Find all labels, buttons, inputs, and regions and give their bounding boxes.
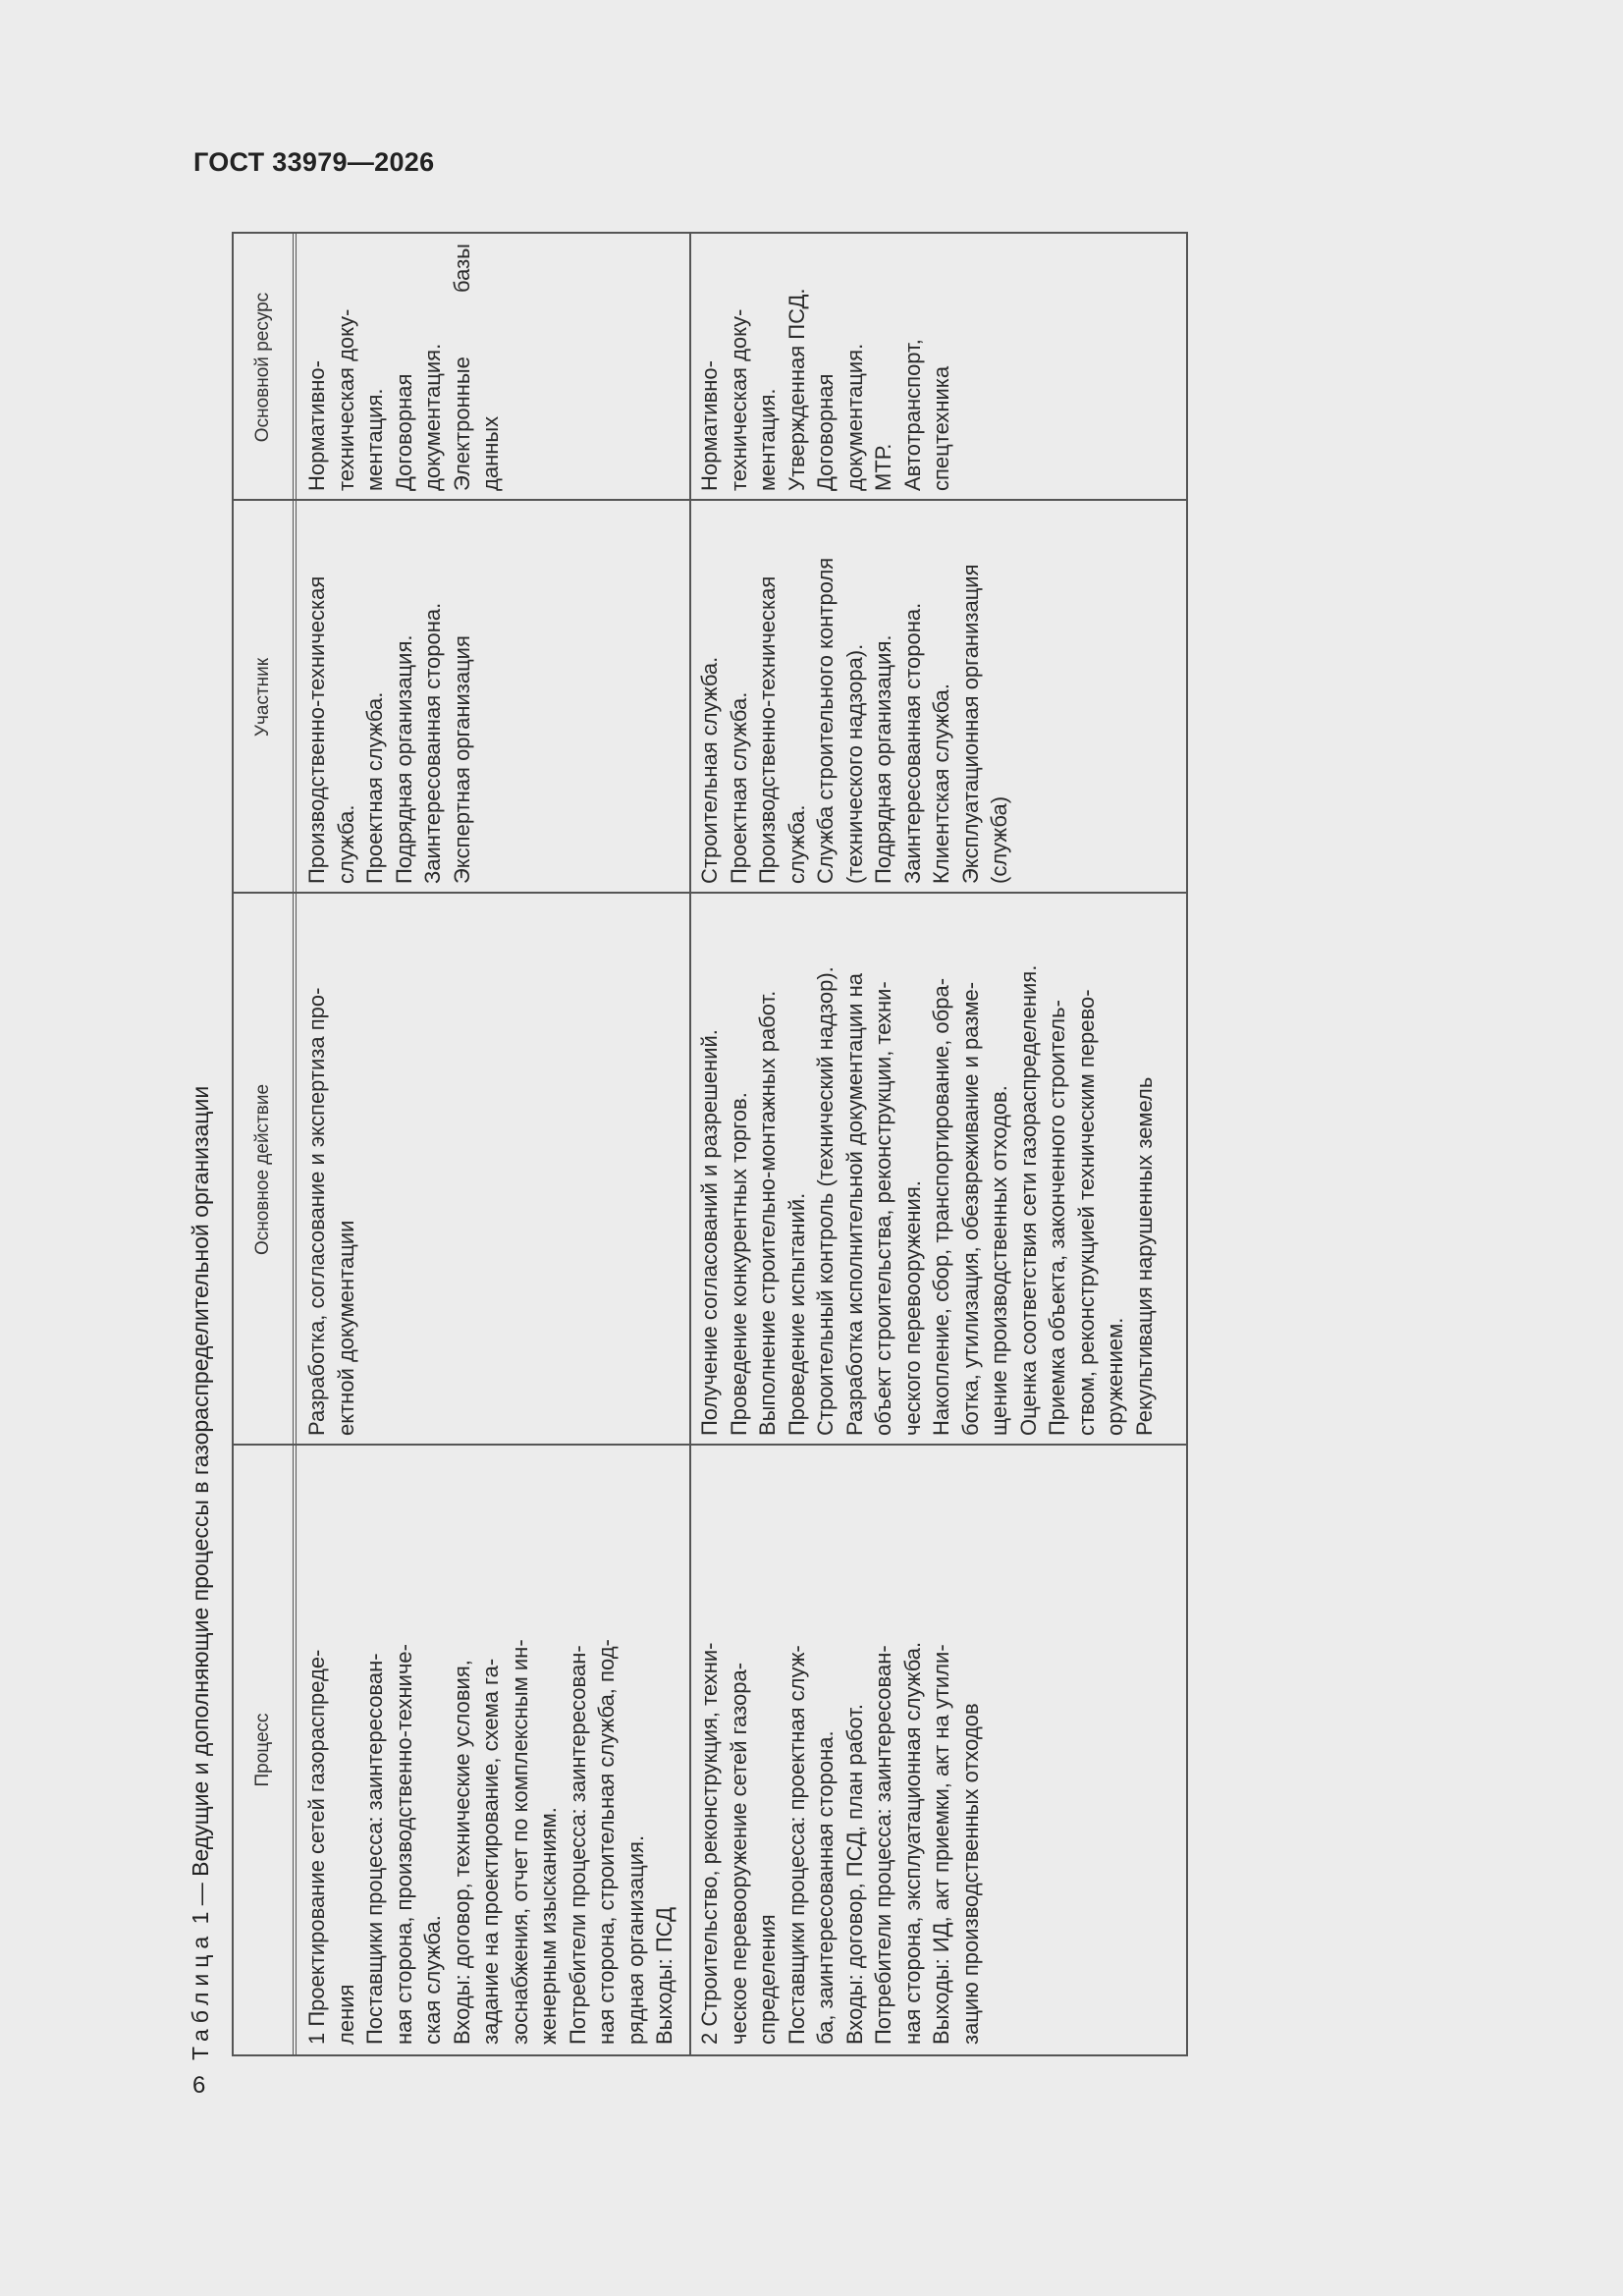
cell-line: Заинтересованная сторона. <box>420 602 445 884</box>
process-table <box>232 232 1188 2056</box>
cell-line: Подрядная организация. <box>391 634 416 884</box>
cell-line: Проведение испытаний. <box>784 1192 809 1436</box>
row1-resource-cell <box>298 234 689 501</box>
document-header: ГОСТ 33979—2026 <box>193 147 435 177</box>
cell-line: Производственно-техническая <box>304 575 329 884</box>
cell-line: 2 Строительство, реконструкция, техни- <box>697 1642 722 2045</box>
cell-line: зоснабжения, отчет по комплексным ин- <box>507 1639 532 2045</box>
cell-line: МТР. <box>871 443 895 491</box>
cell-line: Утвержденная ПСД. <box>784 288 809 491</box>
cell-line: Разработка, согласование и экспертиза про- <box>304 987 329 1436</box>
caption-title: — Ведущие и дополняющие процессы в газораспределительной организации <box>188 1085 213 1906</box>
cell-line: Поставщики процесса: проектная служ- <box>784 1645 809 2045</box>
table-header-row <box>234 234 297 2054</box>
col-header-action: Основное действие <box>252 1083 273 1256</box>
cell-line: ческое перевооружение сетей газора- <box>726 1662 751 2045</box>
cell-line: Накопление, сбор, транспортирование, обра- <box>929 977 953 1436</box>
cell-line: Клиентская служба. <box>929 683 953 884</box>
row1-participant-cell <box>298 501 689 894</box>
col-header-participant: Участник <box>252 657 273 738</box>
cell-line: оружением. <box>1103 1317 1127 1436</box>
cell-line: ская служба. <box>420 1915 445 2045</box>
cell-line: (технического надзора). <box>841 643 867 884</box>
cell-line: Разработка исполнительной документации на <box>841 973 867 1436</box>
cell-line: Договорная документация. <box>813 343 867 491</box>
cell-line: Служба строительного контроля <box>813 557 838 884</box>
cell-line: задание на проектирование, схема га- <box>478 1658 503 2045</box>
cell-line: (служба) <box>987 795 1011 884</box>
row2-process-cell <box>691 1446 1182 2054</box>
cell-line: рядная организация. <box>622 1834 648 2045</box>
cell-line: Поставщики процесса: заинтересован- <box>362 1653 387 2045</box>
caption-number: 1 <box>188 1911 213 1925</box>
cell-line: Выходы: ПСД <box>652 1907 676 2045</box>
cell-line: Выполнение строительно-монтажных работ. <box>755 990 780 1436</box>
cell-line: Проведение конкурентных торгов. <box>726 1092 751 1436</box>
rotated-table-block <box>187 226 1208 2062</box>
page-number: 6 <box>192 2072 206 2099</box>
table-caption <box>187 1086 214 2060</box>
col-header-process: Процесс <box>252 1713 273 1787</box>
cell-line: спределения <box>755 1914 780 2045</box>
cell-line: ления <box>333 1984 358 2045</box>
cell-line: Заинтересованная сторона. <box>899 602 925 884</box>
cell-line: Рекультивация нарушенных земель <box>1131 1076 1157 1436</box>
cell-line: Входы: договор, ПСД, план работ. <box>841 1704 867 2045</box>
cell-line: Строительная служба. <box>697 656 722 884</box>
cell-line: Потребители процесса: заинтересован- <box>565 1645 590 2045</box>
cell-line: ная сторона, строительная служба, под- <box>594 1639 619 2045</box>
row2-resource-cell <box>691 234 1182 501</box>
cell-line: Автотранспорт, спецтехника <box>899 339 953 491</box>
row2-action-cell <box>691 894 1182 1446</box>
cell-line: 1 Проектирование сетей газораспреде- <box>304 1649 329 2045</box>
cell-line: женерным изысканиям. <box>536 1807 561 2045</box>
cell-line: ством, реконструкцией техническим перево- <box>1073 989 1099 1436</box>
cell-line: ческого перевооружения. <box>899 1180 925 1436</box>
cell-line: Электронные базы данных <box>449 244 503 491</box>
cell-line: щение производственных отходов. <box>987 1085 1011 1436</box>
cell-line: ментация. <box>362 388 387 491</box>
row1-process-cell <box>298 1446 689 2054</box>
cell-line: ная сторона, эксплуатационная служба. <box>899 1641 925 2045</box>
cell-line: Производственно-техническая <box>755 575 780 884</box>
col-header-resource: Основной ресурс <box>252 292 273 443</box>
cell-line: Оценка соответствия сети газораспределения. <box>1015 964 1041 1436</box>
cell-line: Выходы: ИД, акт приемки, акт на утили- <box>929 1644 953 2045</box>
cell-line: Нормативно-техническая доку- <box>304 308 358 491</box>
cell-line: служба. <box>333 804 358 884</box>
cell-line: Входы: договор, технические условия, <box>449 1660 474 2045</box>
cell-line: Подрядная организация. <box>871 634 895 884</box>
cell-line: Договорная документация. <box>391 343 445 491</box>
row2-participant-cell <box>691 501 1182 894</box>
cell-line: Проектная служба. <box>726 691 751 884</box>
cell-line: служба. <box>784 804 809 884</box>
cell-line: Потребители процесса: заинтересован- <box>871 1645 895 2045</box>
cell-line: ментация. <box>755 388 780 491</box>
cell-line: ектной документации <box>333 1220 358 1436</box>
cell-line: Приемка объекта, законченного строитель- <box>1045 1000 1069 1436</box>
cell-line: ная сторона, производственно-техниче- <box>391 1644 416 2045</box>
cell-line: ботка, утилизация, обезвреживание и разме- <box>957 981 983 1436</box>
cell-line: Получение согласований и разрешений. <box>697 1029 722 1436</box>
cell-line: зацию производственных отходов <box>957 1703 983 2045</box>
cell-line: ба, заинтересованная сторона. <box>813 1730 838 2045</box>
row1-action-cell <box>298 894 689 1446</box>
cell-line: Экспертная организация <box>449 635 474 884</box>
cell-line: объект строительства, реконструкции, техни- <box>871 981 895 1436</box>
cell-line: Проектная служба. <box>362 691 387 884</box>
cell-line: Строительный контроль (технический надзор). <box>813 966 838 1436</box>
cell-line: Эксплуатационная организация <box>957 564 983 884</box>
cell-line: Нормативно-техническая доку- <box>697 308 751 491</box>
caption-label: Таблица <box>188 1930 213 2060</box>
